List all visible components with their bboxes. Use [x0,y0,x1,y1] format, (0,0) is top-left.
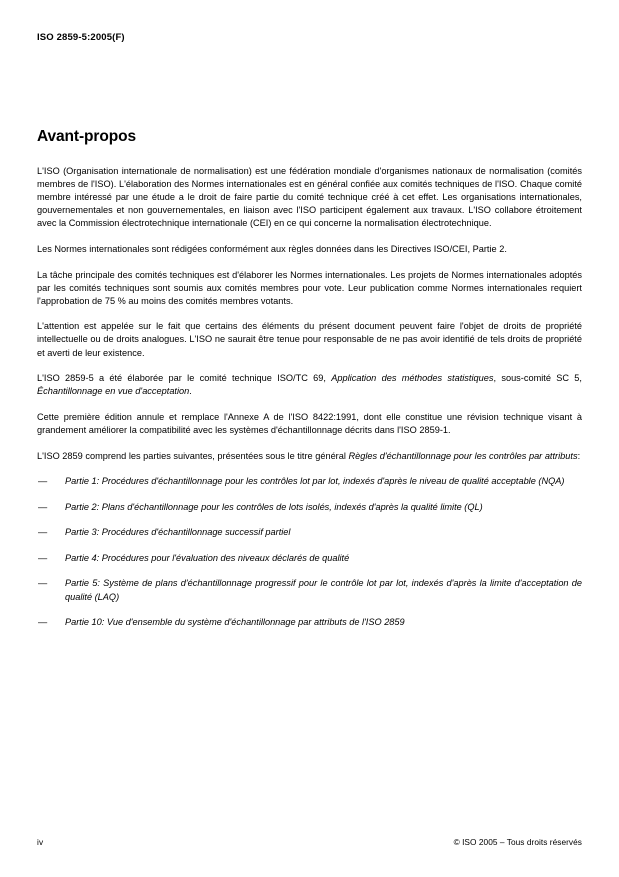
list-item-label: Partie 3: Procédures d'échantillonnage successif partiel [65,527,291,538]
em-dash-bullet-icon: — [38,501,48,512]
subcommittee-scope-title: Échantillonnage en vue d'acceptation [37,386,190,397]
em-dash-bullet-icon: — [38,552,48,563]
em-dash-bullet-icon: — [38,476,48,487]
paragraph-foreword-4: L'attention est appelée sur le fait que certains des éléments du présent document peuvent faire l'objet de droits de propriété intellectuelle ou de droits analogues. L'ISO ne saurait être tenue pour responsable de ne pas avoir identifié de tels droits de propriété et averti de leur existence. [37,321,582,358]
list-item [37,501,582,514]
list-item [37,475,582,488]
page-title: Avant-propos [37,128,136,145]
paragraph-foreword-1: L'ISO (Organisation internationale de normalisation) est une fédération mondiale d'organismes nationaux de normalisation (comités membres de l'ISO). L'élaboration des Normes internationales est en général confiée aux comités techniques de l'ISO. Chaque comité membre intéressé par une étude a le droit de faire partie du comité technique créé à cet effet. Les organisations internationales, gouvernementales et non gouvernementales, en liaison avec l'ISO participent également aux travaux. L'ISO collabore étroitement avec la Commission électrotechnique internationale (CEI) en ce qui concerne la normalisation électrotechnique. [37,166,582,229]
document-footer [37,837,582,847]
parts-intro-tail: : [577,450,581,461]
document-content [37,128,582,629]
committee-scope-title: Application des méthodes statistiques [331,373,494,384]
paragraph-edition-note: Cette première édition annule et remplace l'Annexe A de l'ISO 8422:1991, dont elle constitue une révision technique visant à grandement améliorer la compatibilité avec les systèmes d'échantillonnage décrits dans l'ISO 2859-1. [37,411,582,435]
footer-copyright: © ISO 2005 – Tous droits réservés [453,837,582,847]
list-item [37,526,582,539]
list-item-label: Partie 10: Vue d'ensemble du système d'échantillonnage par attributs de l'ISO 2859 [65,617,405,628]
list-item-label: Partie 2: Plans d'échantillonnage pour les contrôles de lots isolés, indexés d'après la qualité limite (QL) [65,501,483,512]
paragraph-foreword-2: Les Normes internationales sont rédigées conformément aux règles données dans les Directives ISO/CEI, Partie 2. [37,243,507,254]
committee-text-lead: L'ISO 2859-5 a été élaborée par le comité technique ISO/TC 69, [37,373,332,384]
list-item [37,552,582,565]
general-title: Règles d'échantillonnage pour les contrôles par attributs [348,450,578,461]
committee-text-mid: , sous-comité SC 5, [493,373,582,384]
em-dash-bullet-icon: — [38,617,48,628]
list-item-label: Partie 1: Procédures d'échantillonnage pour les contrôles lot par lot, indexés d'après le niveau de qualité acceptable (NQA) [65,476,565,487]
document-running-header: ISO 2859-5:2005(F) [37,32,125,43]
em-dash-bullet-icon: — [38,527,48,538]
parts-intro-lead: L'ISO 2859 comprend les parties suivantes, présentées sous le titre général [37,450,349,461]
footer-page-number: iv [37,837,44,847]
list-item [37,577,582,603]
em-dash-bullet-icon: — [38,578,48,589]
committee-text-tail: . [189,386,192,397]
list-item-label: Partie 5: Système de plans d'échantillonnage progressif pour le contrôle lot par lot, indexés d'après la limite d'acceptation de qualité (LAQ) [65,578,582,602]
list-item-label: Partie 4: Procédures pour l'évaluation des niveaux déclarés de qualité [65,552,350,563]
paragraph-committee-origin [37,372,582,398]
parts-list [37,475,582,629]
list-item [37,616,582,629]
paragraph-foreword-3: La tâche principale des comités techniques est d'élaborer les Normes internationales. Les projets de Normes internationales adoptés par les comités techniques sont soumis aux comités membres pour vote. Leur publication comme Normes internationales requiert l'approbation de 75 % au moins des comités membres votants. [37,269,582,306]
paragraph-parts-intro [37,450,582,463]
